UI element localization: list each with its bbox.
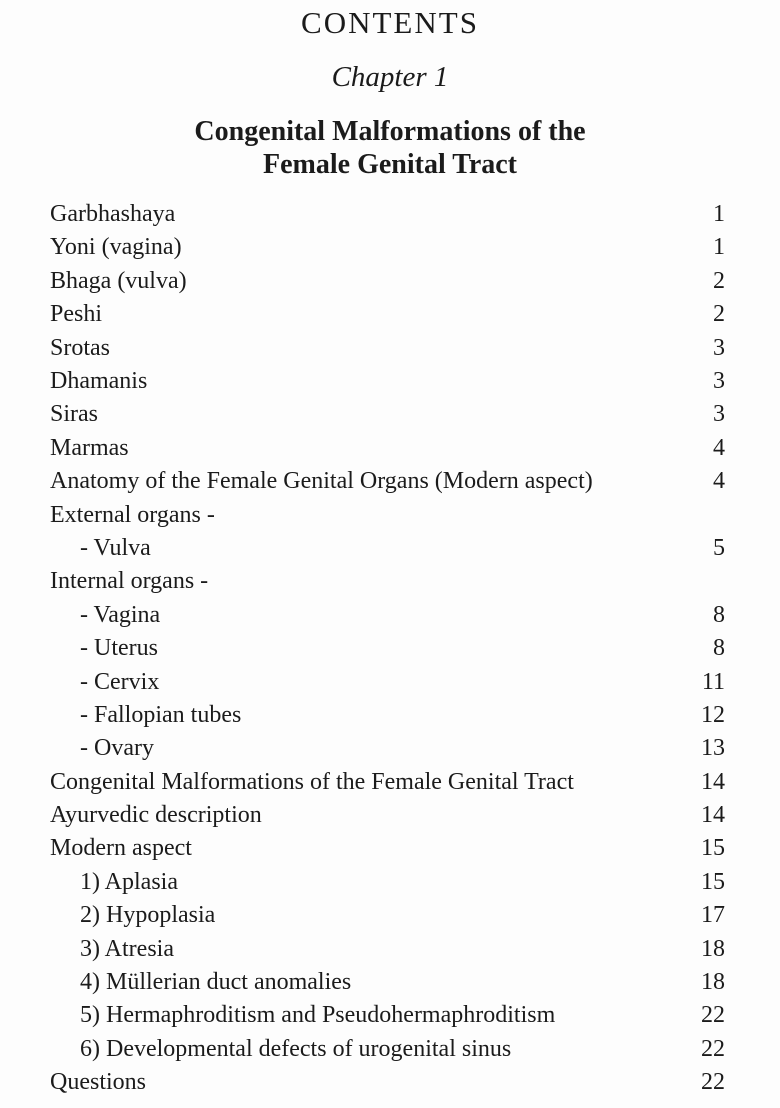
toc-row — [50, 635, 725, 668]
toc-entry-label: Marmas — [50, 434, 129, 461]
toc-entry-page-number: 22 — [701, 1035, 725, 1062]
toc-entry-label: 3) Atresia — [80, 935, 174, 962]
toc-entry-label: Ayurvedic description — [50, 802, 262, 829]
toc-entry-page-number: 8 — [713, 601, 725, 628]
toc-row — [50, 568, 725, 601]
toc-entry-page-number: 8 — [713, 635, 725, 662]
toc-entry-page-number: 22 — [701, 1002, 725, 1029]
chapter-label: Chapter 1 — [331, 61, 449, 93]
toc-row — [50, 335, 725, 368]
toc-entry-page-number: 13 — [701, 735, 725, 762]
toc-row — [50, 669, 725, 702]
toc-entry-page-number: 5 — [713, 534, 725, 561]
toc-row — [50, 769, 725, 802]
toc-entry-page-number: 3 — [713, 401, 725, 428]
toc-entry-label: Questions — [50, 1069, 146, 1096]
toc-entry-label: - Vagina — [80, 601, 161, 628]
toc-entry-label: 5) Hermaphroditism and Pseudohermaphroditism — [80, 1002, 556, 1029]
toc-entry-label: Peshi — [50, 301, 103, 328]
toc-row — [50, 401, 725, 434]
toc-entry-label: Anatomy of the Female Genital Organs (Modern aspect) — [50, 468, 593, 495]
toc-row — [50, 936, 725, 969]
toc-entry-label: - Cervix — [80, 668, 160, 695]
toc-row — [50, 702, 725, 735]
toc-row — [50, 502, 725, 535]
toc-entry-label: 1) Aplasia — [80, 868, 178, 895]
toc-entry-page-number: 4 — [713, 468, 725, 495]
toc-entry-label: - Uterus — [80, 635, 158, 662]
toc-row — [50, 602, 725, 635]
toc-row — [50, 368, 725, 401]
toc-row — [50, 201, 725, 234]
section-title — [0, 115, 780, 181]
toc-row — [50, 1036, 725, 1069]
toc-row — [50, 234, 725, 267]
toc-row — [50, 468, 725, 501]
toc-entry-label: Siras — [50, 401, 98, 428]
toc-entry-page-number: 2 — [713, 267, 725, 294]
toc-row — [50, 735, 725, 768]
toc-row — [50, 902, 725, 935]
toc-entry-label: Bhaga (vulva) — [50, 267, 187, 294]
toc-entry-label: - Vulva — [80, 534, 151, 561]
toc-row — [50, 869, 725, 902]
toc-entry-label: 2) Hypoplasia — [80, 902, 216, 929]
toc-row — [50, 535, 725, 568]
toc-row — [50, 1002, 725, 1035]
toc-entry-page-number: 18 — [701, 969, 725, 996]
toc-entry-page-number: 15 — [701, 835, 725, 862]
toc-entry-page-number: 11 — [701, 668, 725, 695]
toc-row — [50, 802, 725, 835]
toc-row — [50, 301, 725, 334]
toc-entry-label: Internal organs - — [50, 568, 209, 595]
toc-entry-page-number: 1 — [713, 234, 725, 261]
table-of-contents — [50, 201, 725, 1103]
toc-entry-page-number: 3 — [713, 368, 725, 395]
toc-entry-label: External organs - — [50, 501, 215, 528]
toc-entry-page-number: 1 — [713, 201, 725, 228]
toc-entry-label: Modern aspect — [50, 835, 192, 862]
toc-entry-page-number: 22 — [701, 1069, 725, 1096]
toc-entry-label: 6) Developmental defects of urogenital sinus — [80, 1035, 512, 1062]
toc-entry-page-number: 3 — [713, 334, 725, 361]
toc-row — [50, 835, 725, 868]
toc-entry-page-number: 17 — [701, 902, 725, 929]
toc-entry-page-number: 14 — [701, 768, 725, 795]
toc-row — [50, 969, 725, 1002]
toc-entry-page-number: 18 — [701, 935, 725, 962]
section-title-line2: Female Genital Tract — [263, 149, 517, 181]
toc-entry-label: Yoni (vagina) — [50, 234, 182, 261]
toc-row — [50, 268, 725, 301]
contents-title: CONTENTS — [301, 5, 479, 40]
toc-entry-label: - Ovary — [80, 735, 154, 762]
toc-entry-label: - Fallopian tubes — [80, 701, 242, 728]
toc-entry-page-number: 15 — [701, 868, 725, 895]
toc-entry-page-number: 4 — [713, 434, 725, 461]
toc-entry-label: Congenital Malformations of the Female Genital Tract — [50, 768, 574, 795]
toc-entry-page-number: 2 — [713, 301, 725, 328]
toc-entry-label: Garbhashaya — [50, 201, 176, 228]
section-title-line1: Congenital Malformations of the — [194, 116, 586, 147]
toc-row — [50, 1069, 725, 1102]
toc-row — [50, 435, 725, 468]
toc-entry-page-number: 14 — [701, 802, 725, 829]
toc-entry-label: Dhamanis — [50, 368, 148, 395]
toc-entry-label: Srotas — [50, 334, 110, 361]
toc-entry-page-number: 12 — [701, 701, 725, 728]
toc-entry-label: 4) Müllerian duct anomalies — [80, 969, 352, 996]
